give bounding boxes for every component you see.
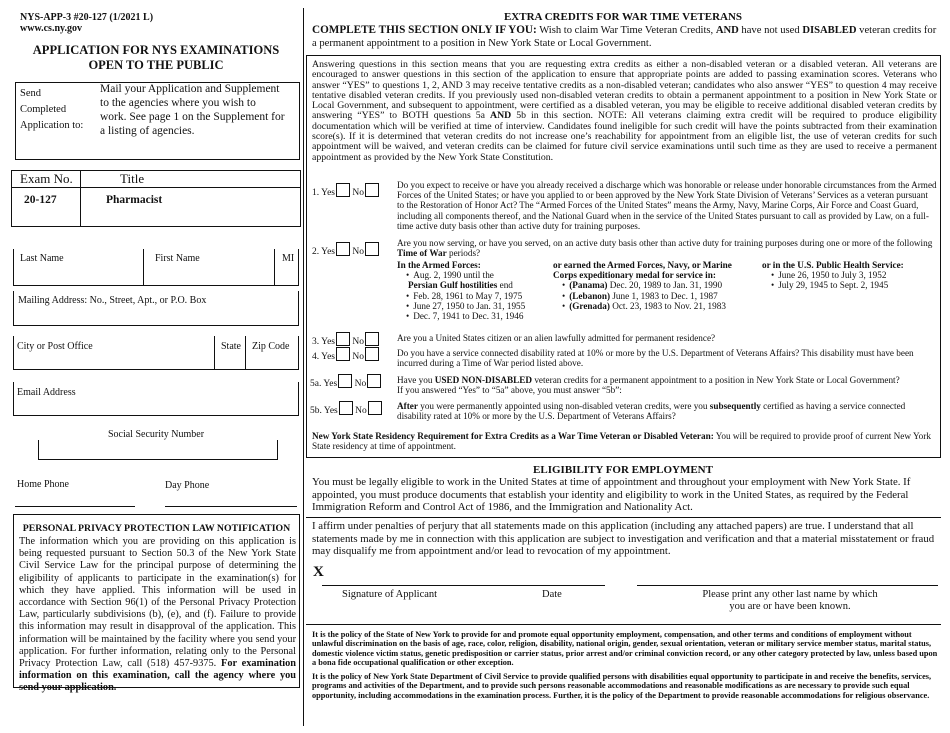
day-phone-label: Day Phone [165,480,210,491]
last-name-label: Last Name [20,253,64,264]
mailing-label: Mailing Address: No., Street, Apt., or P.O. Box [18,295,207,306]
q1-answer: 1. Yes No [312,183,379,198]
exam-title: Pharmacist [106,194,163,206]
city-input[interactable] [14,352,213,368]
q3-no-checkbox[interactable] [365,332,379,346]
mi-label: MI [282,253,295,264]
q2-text: Are you now serving, or have you served, on an active duty basis other than active duty for training purposes during one or more of the following Time of War periods? [397,238,933,259]
q4-yes-checkbox[interactable] [336,347,350,361]
q4-text: Do you have a service connected disability rated at 10% or more by the U.S. Department of Veterans Affairs? This disability must have been incurred during a Time of War period listed above. [397,348,914,369]
other-name-label: Please print any other last name by which you are or have been known. [702,589,878,612]
q5b-no-checkbox[interactable] [368,401,382,415]
q4-answer: 4. Yes No [312,347,379,362]
affirmation-text: I affirm under penalties of perjury that all statements made on this application (including any attached papers) are true. I understand that all statements made by me in connection with this application are subject to investigation and verification and that a material misstatement or fraud may disqualify me from appointment and/or lead to revocation of my appointment. [312,520,935,558]
eeo-policy: It is the policy of the State of New York to provide for and promote equal opportunity employment, compensation, and other terms and conditions of employment without unlawful discrimination on the basis of age, race, color, religion, disability, national origin, gender, sexual orientation, veteran or military service member status, marital status, domestic violence victim status, genetic predisposition or carrier status, prior arrest and/or criminal conviction record, or any other category protected by law, unless based upon a bona fide occupational qualification or other exception. [312,630,938,668]
q2-answer: 2. Yes No [312,242,379,257]
signature-line[interactable] [322,585,605,586]
exam-number: 20-127 [24,194,57,206]
privacy-body: The information which you are providing on this application is being requested pursuant to Section 50.3 of the New York State Civil Service Law for the principal purpose of determining the eligibility of applicants to participate in the examination(s) for which they have applied. This information will be used in accordance with Section 96(1) of the Personal Privacy Protection Law, particularly subdivisions (b), (e), and (f). Failure to provide this information may result in disapproval of the application. This information will be maintained by the facility where you send your application. For further information, relating only to the Personal Privacy Protection Law, call (518) 457-9375. For examination information on this examination, call the agency where you send your application. [19,536,297,694]
q5b-answer: 5b. Yes No [310,401,382,416]
expeditionary-list: or earned the Armed Forces, Navy, or Marine Corps expeditionary medal for service in: • (Panama) Dec. 20, 1989 to Jan. 31, 1990 • (Lebanon) June 1, 1983 to Dec. 1, 1987 • (Grenada) Oct. 23, 1983 to Nov. 21, 1983 [553,260,753,311]
q3-answer: 3. Yes No [312,332,379,347]
q5a-text: Have you USED NON-DISABLED veteran credits for a permanent appointment to a position in New York State or Local Government? If you answered “Yes” to “5a” above, you must answer “5b”: [397,375,900,396]
ssn-input[interactable] [38,440,278,460]
state-label: State [221,341,241,352]
armed-forces-list: In the Armed Forces: • Aug. 2, 1990 until the Persian Gulf hostilities end • Feb. 28, 1961 to May 7, 1975 • June 27, 1950 to Jan. 31, 1955 • Dec. 7, 1941 to Dec. 31, 1946 [397,260,547,321]
other-name-line[interactable] [637,585,938,586]
send-label: Send Completed Application to: [20,88,84,131]
q5a-answer: 5a. Yes No [310,374,381,389]
home-phone-input[interactable] [15,506,135,507]
email-input[interactable] [13,382,299,416]
q5a-no-checkbox[interactable] [367,374,381,388]
eligibility-body: You must be legally eligible to work in the United States at time of appointment and throughout your employment with New York State. If appointed, you must produce documents that establish your identity and eligibility to work in the United States, as required by the Federal Immigration Reform and Control Act of 1986, and the Immigration and Nationality Act. [312,476,911,514]
signature-x: X [313,564,324,580]
veterans-intro: Answering questions in this section means that you are requesting extra credits as either a non-disabled veteran or a disabled veteran. All veterans are encouraged to answer questions in this section of the application to ensure that appropriate points are added to passing examination scores. Veterans who answer “YES” to questions 1, 2, AND 3 may receive tentative credits as a non-disabled veteran; candidates who also answer “YES” to question 4 may receive tentative disabled veteran credits. If you previously used non-disabled veteran credits to obtain a permanent appointment to a position in New York State or Local Government, and subsequent to appointment, were certified as a disabled veteran, you may be eligible to receive additional disabled veteran credits by answering “YES” to BOTH questions 5a AND 5b in this section. NOTE: All veterans claiming extra credit will be required to produce eligibility documentation which will be verified at time of interview. Candidates found ineligible for such credit will have the points subtracted from their examination score(s). If it is determined that veteran credits do not increase one’s reachability for appointment from an eligible list, the use of veteran credits for such appointment will be waived, and veteran credits can be claimed for future civil service examinations until such time as they are used to receive a permanent appointment as provided by the New York State Constitution. [312,59,937,163]
q5b-text: After you were permanently appointed using non-disabled veteran credits, were you subsequently certified as having a service connected disability rated at 10% or more by the U.S. Department of Veterans Affairs? [397,401,906,422]
first-name-label: First Name [155,253,200,264]
q5a-yes-checkbox[interactable] [338,374,352,388]
ssn-label: Social Security Number [107,429,205,440]
veterans-title: EXTRA CREDITS FOR WAR TIME VETERANS [503,11,743,23]
q1-text: Do you expect to receive or have you already received a discharge which was honorable or release under honorable circumstances from the Armed Forces of the United States; or have you applied to or been approved by the New York State Division of Veterans’ Services as a veteran pursuant to the Restoration of Honor Act? The “Armed Forces of the United States” means the Army, Navy, Marine Corps, Air Force and Coast Guard, including all components thereof, and the National Guard when in the service of the United States pursuant to call as provided by Law, on a full-time active duty basis other than active duty for training purposes. [397,180,937,231]
public-health-list: or in the U.S. Public Health Service: • June 26, 1950 to July 3, 1952 • July 29, 1945 to Sept. 2, 1945 [762,260,940,291]
mailing-input[interactable] [13,291,299,326]
q3-yes-checkbox[interactable] [336,332,350,346]
date-label: Date [542,589,562,600]
zip-label: Zip Code [252,341,290,352]
mi-input[interactable] [275,265,297,284]
veterans-lead: COMPLETE THIS SECTION ONLY IF YOU: Wish to claim War Time Veteran Credits, AND have not used DISABLED veteran credits for a permanent appointment to a position in New York State or Local Government. [312,24,937,49]
q1-yes-checkbox[interactable] [336,183,350,197]
disability-policy: It is the policy of New York State Department of Civil Service to provide qualified persons with disabilities equal opportunity to participate in and receive the benefits, services, programs and activities of the Department, and to provide such persons reasonable accommodations and reasonable modifications as are necessary to provide such equal opportunity, including accommodations in the examination process. Further, it is the policy of the Department to provide reasonable accommodations for religious observance. [312,672,932,700]
zip-input[interactable] [246,352,297,368]
state-input[interactable] [215,352,244,368]
q2-no-checkbox[interactable] [365,242,379,256]
form-id: NYS-APP-3 #20-127 (1/2021 L) [20,12,154,23]
q4-no-checkbox[interactable] [365,347,379,361]
city-label: City or Post Office [17,341,93,352]
website: www.cs.ny.gov [20,23,82,34]
signature-label: Signature of Applicant [342,589,438,600]
eligibility-title: ELIGIBILITY FOR EMPLOYMENT [533,464,713,476]
title-header: Title [120,171,145,186]
q2-yes-checkbox[interactable] [336,242,350,256]
first-name-input[interactable] [144,265,273,284]
q5b-yes-checkbox[interactable] [339,401,353,415]
column-divider [303,8,304,726]
day-phone-input[interactable] [165,506,297,507]
q1-no-checkbox[interactable] [365,183,379,197]
exam-no-header: Exam No. [20,171,73,186]
page-title-line1: APPLICATION FOR NYS EXAMINATIONS [32,43,280,57]
page-title-line2: OPEN TO THE PUBLIC [88,58,224,72]
privacy-title: PERSONAL PRIVACY PROTECTION LAW NOTIFICATION [22,523,291,534]
send-instructions: Mail your Application and Supplement to the agencies where you wish to work. See page 1 on the Supplement for a listing of agencies. [100,83,285,137]
email-label: Email Address [17,387,76,398]
residency-requirement: New York State Residency Requirement for Extra Credits as a War Time Veteran or Disabled Veteran: You will be required to provide proof of current New York State residency at time of appointment. [312,431,931,452]
home-phone-label: Home Phone [17,479,69,490]
q3-text: Are you a United States citizen or an alien lawfully admitted for permanent residence? [397,333,716,343]
last-name-input[interactable] [14,265,142,284]
